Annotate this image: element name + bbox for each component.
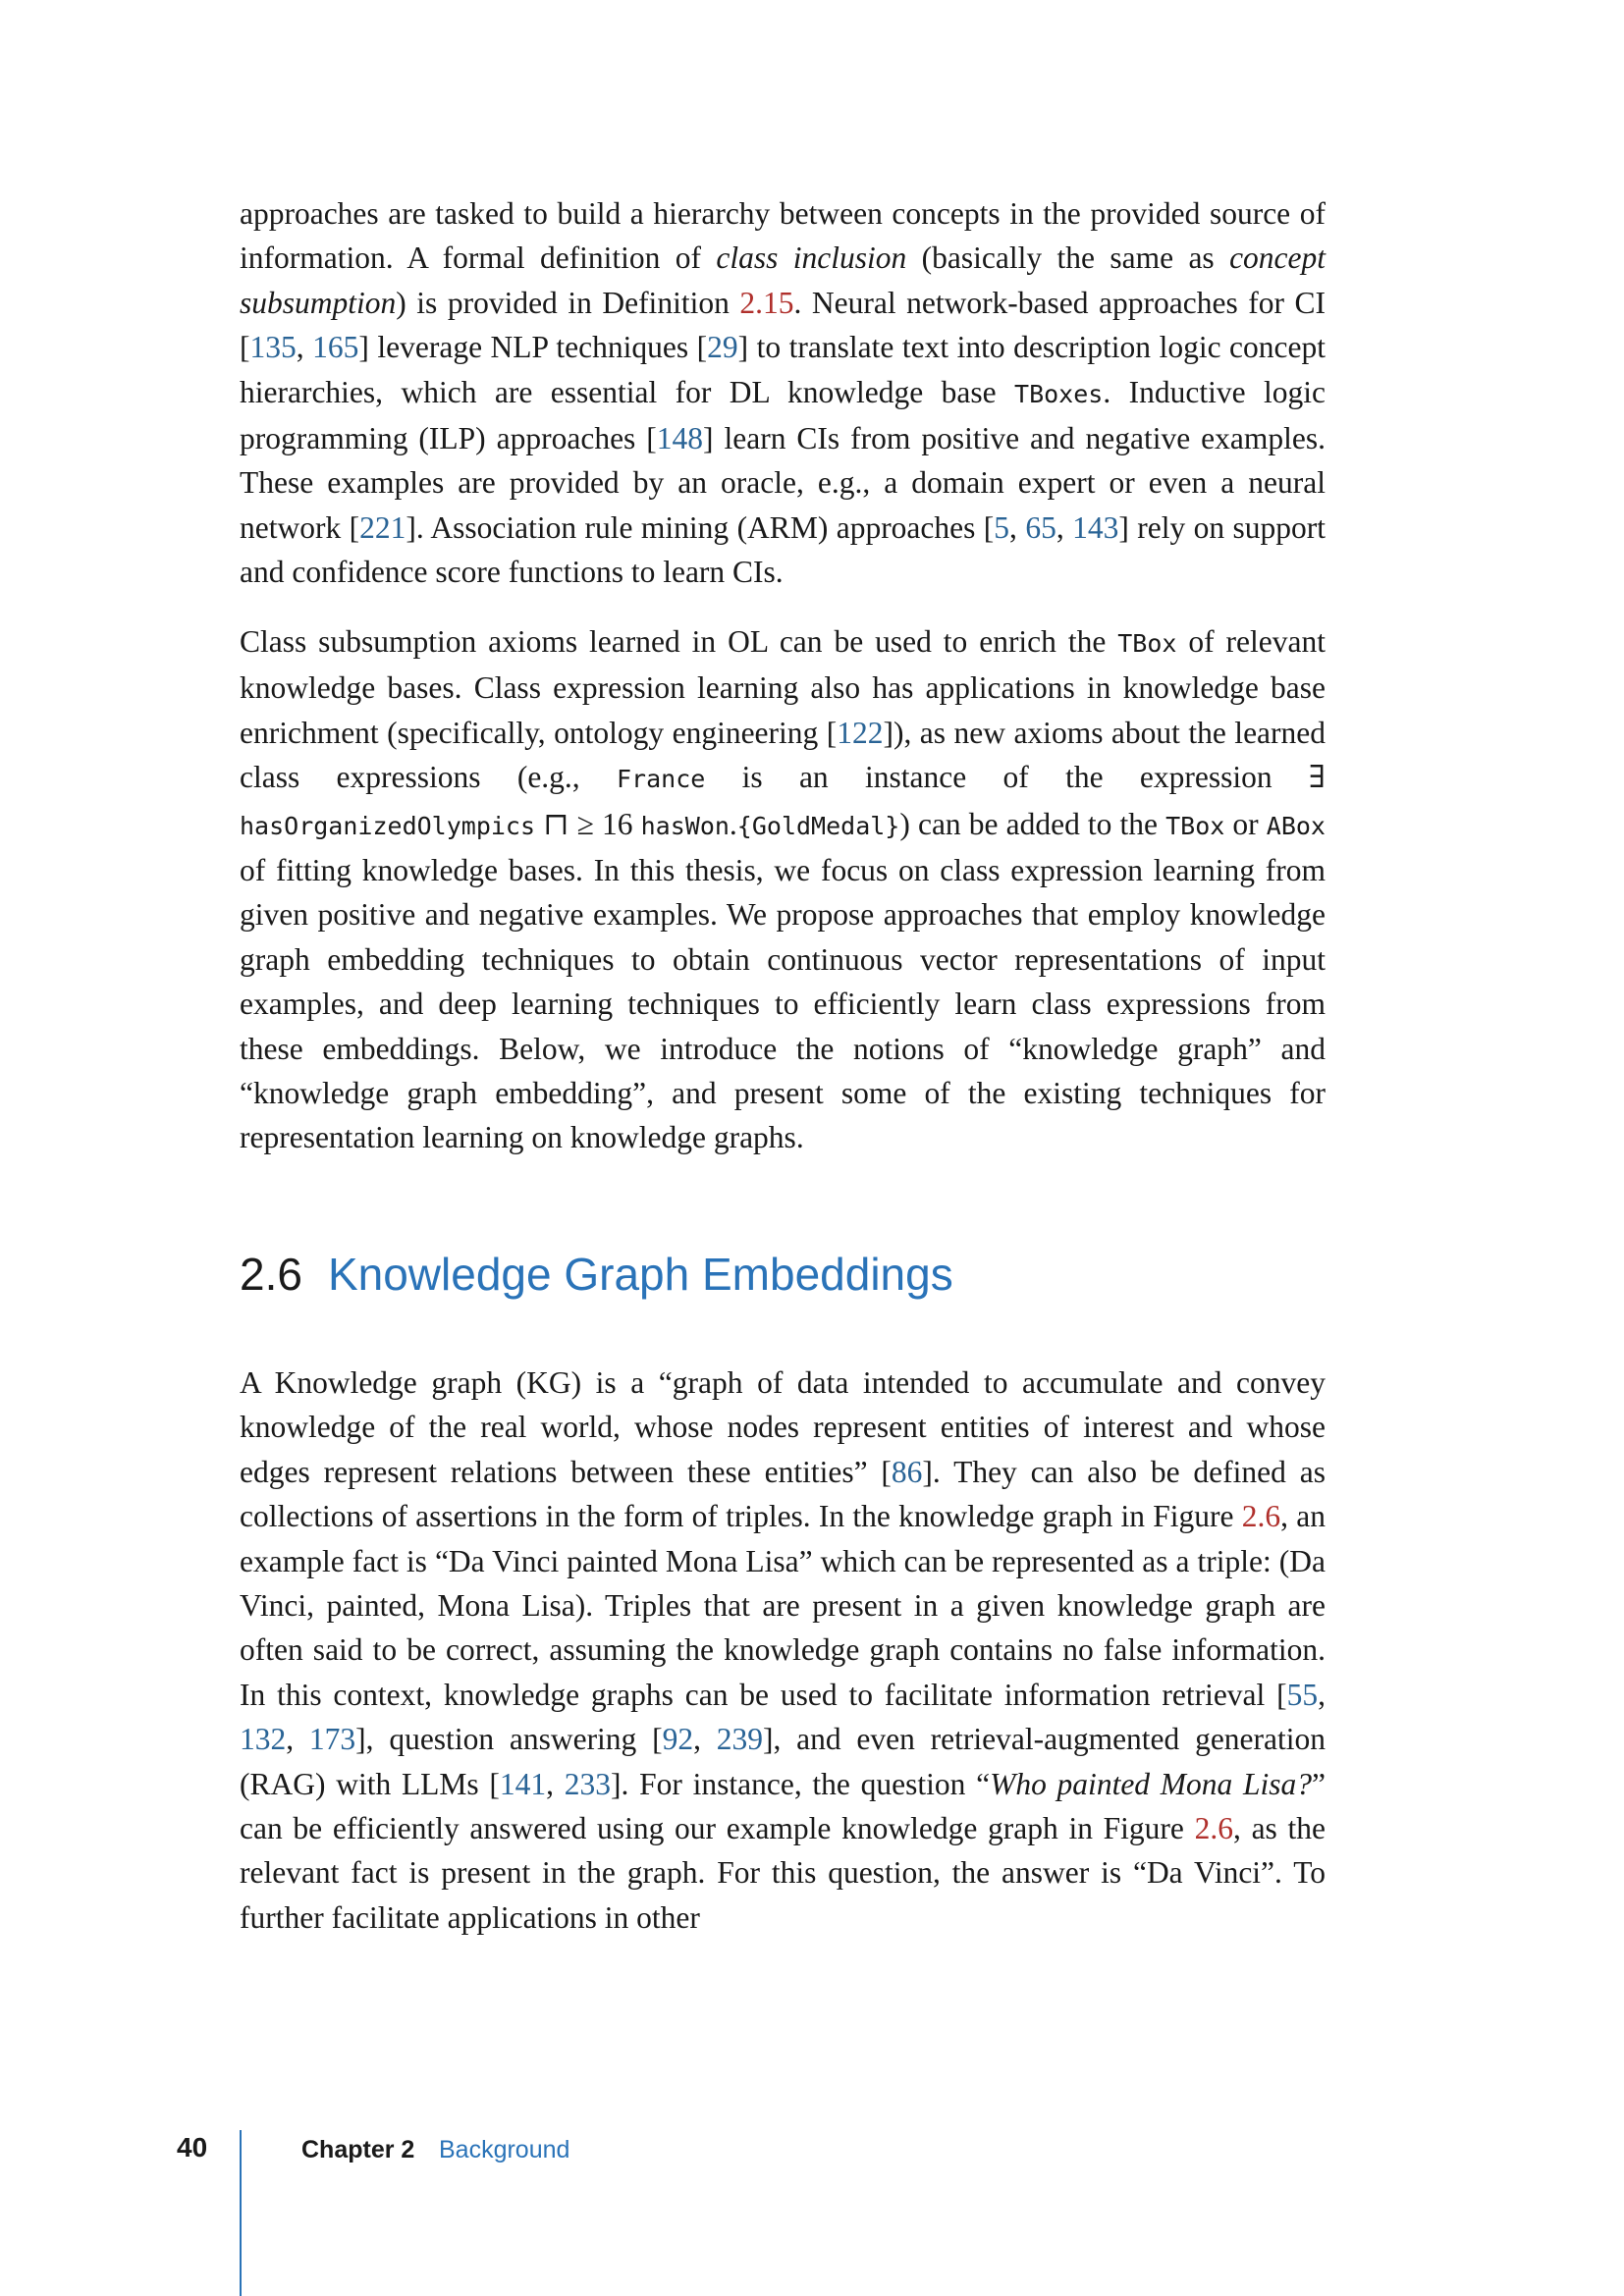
paragraph-knowledge-graph bbox=[240, 1361, 1326, 1940]
citation-link[interactable]: 29 bbox=[707, 330, 738, 365]
citation-link[interactable]: 92 bbox=[662, 1722, 694, 1757]
paragraph-concept-learning bbox=[240, 191, 1326, 595]
paragraph-class-expression-learning bbox=[240, 619, 1326, 1160]
text-run: ]. For instance, the question “ bbox=[611, 1766, 991, 1801]
text-run: ] learn CIs from positive and negative examples. These examples are provided by an oracle, e.g., a domain expert or even a neural network [ bbox=[240, 421, 1326, 545]
citation-link[interactable]: 141 bbox=[499, 1766, 547, 1801]
text-run: , bbox=[1009, 509, 1026, 545]
text-run: ) is provided in Definition bbox=[396, 285, 740, 320]
footer-chapter-label: Chapter 2 bbox=[301, 2136, 415, 2163]
text-run: ] leverage NLP techniques [ bbox=[358, 330, 708, 365]
definition-ref-link[interactable]: 2.15 bbox=[739, 285, 794, 320]
code-term: TBox bbox=[1117, 629, 1177, 658]
section-number: 2.6 bbox=[240, 1249, 302, 1300]
text-run: , bbox=[286, 1722, 309, 1757]
text-run: , bbox=[296, 330, 313, 365]
text-run: , bbox=[546, 1766, 565, 1801]
text-run: , an example fact is “Da Vinci painted Mona Lisa” which can be represented as a triple: (Da Vinci, painted, Mona Lisa). Triples that are present in a given knowledge graph are often said to be correct, assuming the knowledge graph contains no false information. In this context, knowledge graphs can be used to facilitate information retrieval [ bbox=[240, 1499, 1326, 1712]
footer-divider bbox=[240, 2130, 242, 2296]
text-run: (basically the same as bbox=[906, 240, 1230, 276]
text-run: ]. Association rule mining (ARM) approaches [ bbox=[406, 509, 995, 545]
term-concept-subsumption: concept subsumption bbox=[240, 240, 1326, 320]
term-class-inclusion: class inclusion bbox=[716, 240, 907, 276]
text-run: or bbox=[1224, 806, 1267, 841]
code-term: TBox bbox=[1165, 811, 1225, 840]
figure-ref-link[interactable]: 2.6 bbox=[1241, 1499, 1281, 1534]
code-term: {GoldMedal} bbox=[736, 811, 900, 840]
text-run: ]. They can also be defined as collections of assertions in the form of triples. In the knowledge graph in Figure bbox=[240, 1454, 1326, 1534]
citation-link[interactable]: 143 bbox=[1072, 509, 1119, 545]
page-number: 40 bbox=[177, 2132, 208, 2163]
math-symbol: ⊓ ≥ 16 bbox=[535, 806, 641, 841]
text-run: ], and even retrieval-augmented generation (RAG) with LLMs [ bbox=[240, 1722, 1326, 1801]
citation-link[interactable]: 122 bbox=[837, 715, 884, 750]
citation-link[interactable]: 165 bbox=[312, 330, 359, 365]
text-run: , bbox=[693, 1722, 717, 1757]
figure-ref-link[interactable]: 2.6 bbox=[1194, 1811, 1233, 1846]
code-term: hasWon bbox=[640, 811, 730, 840]
text-run: approaches are tasked to build a hierarchy between concepts in the provided source of information. A formal definition of bbox=[240, 196, 1326, 276]
section-heading bbox=[240, 1247, 953, 1302]
citation-link[interactable]: 148 bbox=[656, 421, 704, 456]
citation-link[interactable]: 86 bbox=[891, 1454, 923, 1489]
math-symbol: . bbox=[729, 806, 737, 841]
text-run: is an instance of the expression bbox=[705, 760, 1309, 795]
text-run: . Neural network-based approaches for CI [ bbox=[240, 285, 1326, 365]
text-run: of fitting knowledge bases. In this thesis, we focus on class expression learning from given positive and negative examples. We propose approaches that employ knowledge graph embedding techniques to obtain continuous vector representations of input examples, and deep learning techniques to efficiently learn class expressions from these embeddings. Below, we introduce the notions of “knowledge graph” and “knowledge graph embedding”, and present some of the existing techniques for representation learning on knowledge graphs. bbox=[240, 853, 1326, 1155]
citation-link[interactable]: 65 bbox=[1025, 509, 1056, 545]
citation-link[interactable]: 221 bbox=[359, 509, 406, 545]
citation-link[interactable]: 239 bbox=[716, 1722, 764, 1757]
footer-chapter-title: Background bbox=[439, 2136, 570, 2163]
text-run: A Knowledge graph (KG) is a “graph of data intended to accumulate and convey knowledge of the real world, whose nodes represent entities of interest and whose edges represent relations between these entities” [ bbox=[240, 1365, 1326, 1489]
text-run: of relevant knowledge bases. Class expression learning also has applications in knowledge base enrichment (specifically, ontology engineering [ bbox=[240, 624, 1326, 750]
text-run: . Inductive logic programming (ILP) approaches [ bbox=[240, 374, 1326, 456]
code-term: hasOrganizedOlympics bbox=[240, 811, 536, 840]
math-symbol: ∃ bbox=[1308, 760, 1326, 795]
citation-link[interactable]: 132 bbox=[240, 1722, 287, 1757]
text-run: Class subsumption axioms learned in OL can be used to enrich the bbox=[240, 624, 1118, 659]
text-run: ” can be efficiently answered using our example knowledge graph in Figure bbox=[240, 1766, 1326, 1846]
citation-link[interactable]: 135 bbox=[249, 330, 297, 365]
citation-link[interactable]: 233 bbox=[564, 1766, 612, 1801]
text-run: , bbox=[1318, 1677, 1326, 1712]
section-title: Knowledge Graph Embeddings bbox=[327, 1249, 953, 1300]
citation-link[interactable]: 5 bbox=[994, 509, 1010, 545]
text-run: , bbox=[1056, 509, 1073, 545]
text-run: ) can be added to the bbox=[899, 806, 1166, 841]
text-run: ] to translate text into description logic concept hierarchies, which are essential for DL knowledge base bbox=[240, 330, 1326, 409]
text-run: , as the relevant fact is present in the graph. For this question, the answer is “Da Vinci”. To further facilitate applications in other bbox=[240, 1811, 1326, 1935]
text-run: ], question answering [ bbox=[355, 1722, 663, 1757]
citation-link[interactable]: 173 bbox=[308, 1722, 356, 1757]
code-term: France bbox=[617, 765, 706, 794]
citation-link[interactable]: 55 bbox=[1286, 1677, 1319, 1712]
text-run: ] rely on support and confidence score functions to learn CIs. bbox=[240, 509, 1326, 590]
code-term: ABox bbox=[1266, 811, 1326, 840]
code-term: TBoxes bbox=[1014, 379, 1104, 408]
text-run: ]), as new axioms about the learned class expressions (e.g., bbox=[240, 715, 1326, 795]
example-question: Who painted Mona Lisa? bbox=[990, 1766, 1313, 1801]
